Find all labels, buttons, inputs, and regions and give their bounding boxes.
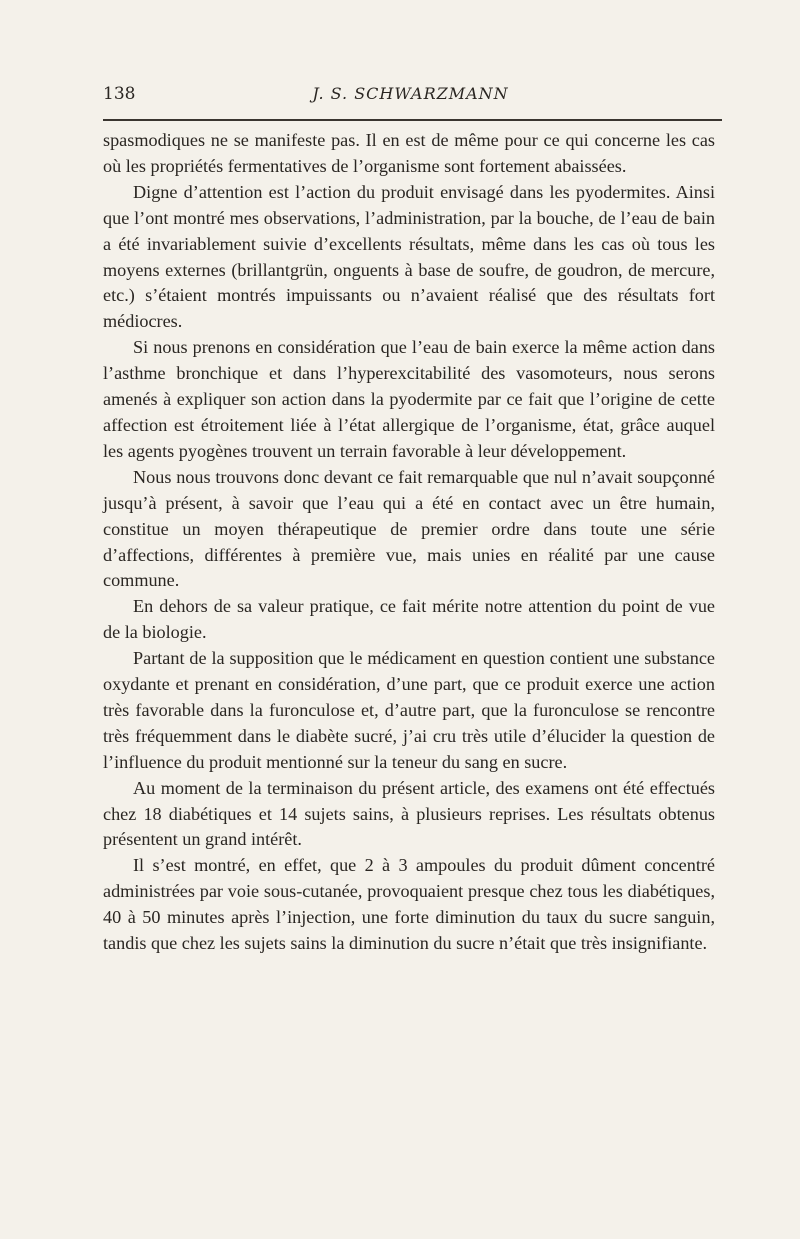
paragraph-5: En dehors de sa valeur pratique, ce fait mérite notre attention du point de vue de la biologie. <box>103 596 715 643</box>
paragraph-1: spasmodiques ne se manifeste pas. Il en est de même pour ce qui concerne les cas où les propriétés fermentatives de l’organisme sont fortement abaissées. <box>103 130 715 176</box>
paragraph-4: Nous nous trouvons donc devant ce fait remarquable que nul n’avait soupçonné jusqu’à présent, à savoir que l’eau qui a été en contact avec un être humain, constitue un moyen thérapeutique de premier ordre dans toute une série d’affections, différentes à première vue, mais unies en réalité par une cause commune. <box>103 466 715 591</box>
running-head: J. S. SCHWARZMANN <box>312 84 509 103</box>
header-rule <box>103 119 722 121</box>
page-header <box>103 84 718 110</box>
paragraph-6: Partant de la supposition que le médicament en question contient une substance oxydante et prenant en considération, d’une part, que ce produit exerce une action très favorable dans la furonculose et, d’autre part, que la furonculose se rencontre très fréquemment dans le diabète sucré, j’ai cru très utile d’élucider la question de l’influence du produit mentionné sur la teneur du sang en sucre. <box>103 648 715 772</box>
paragraph-3: Si nous prenons en considération que l’eau de bain exerce la même action dans l’asthme bronchique et dans l’hyperexcitabilité des vasomoteurs, nous serons amenés à expliquer son action dans la pyodermite par ce fait que l’origine de cette affection est étroitement liée à l’état allergique de l’organisme, état, grâce auquel les agents pyogènes trouvent un terrain favorable à leur développement. <box>103 337 715 461</box>
page-number: 138 <box>103 84 136 104</box>
paragraph-8: Il s’est montré, en effet, que 2 à 3 ampoules du produit dûment concentré administrées par voie sous-cutanée, provoquaient presque chez tous les diabétiques, 40 à 50 minutes après l’injection, une forte diminution du taux du sucre sanguin, tandis que chez les sujets sains la diminution du sucre n’était que très insignifiante. <box>103 855 715 954</box>
paragraph-7: Au moment de la terminaison du présent article, des examens ont été effectués chez 18 diabétiques et 14 sujets sains, à plusieurs reprises. Les résultats obtenus présentent un grand intérêt. <box>103 777 715 850</box>
body-text <box>103 128 715 957</box>
paragraph-2: Digne d’attention est l’action du produit envisagé dans les pyodermites. Ainsi que l’ont montré mes observations, l’administration, par la bouche, de l’eau de bain a été invariablement suivie d’excellents résultats, même dans les cas où tous les moyens externes (brillantgrün, onguents à base de soufre, de goudron, de mercure, etc.) s’étaient montrés impuissants ou n’avaient réalisé que des résultats fort médiocres. <box>103 181 715 332</box>
